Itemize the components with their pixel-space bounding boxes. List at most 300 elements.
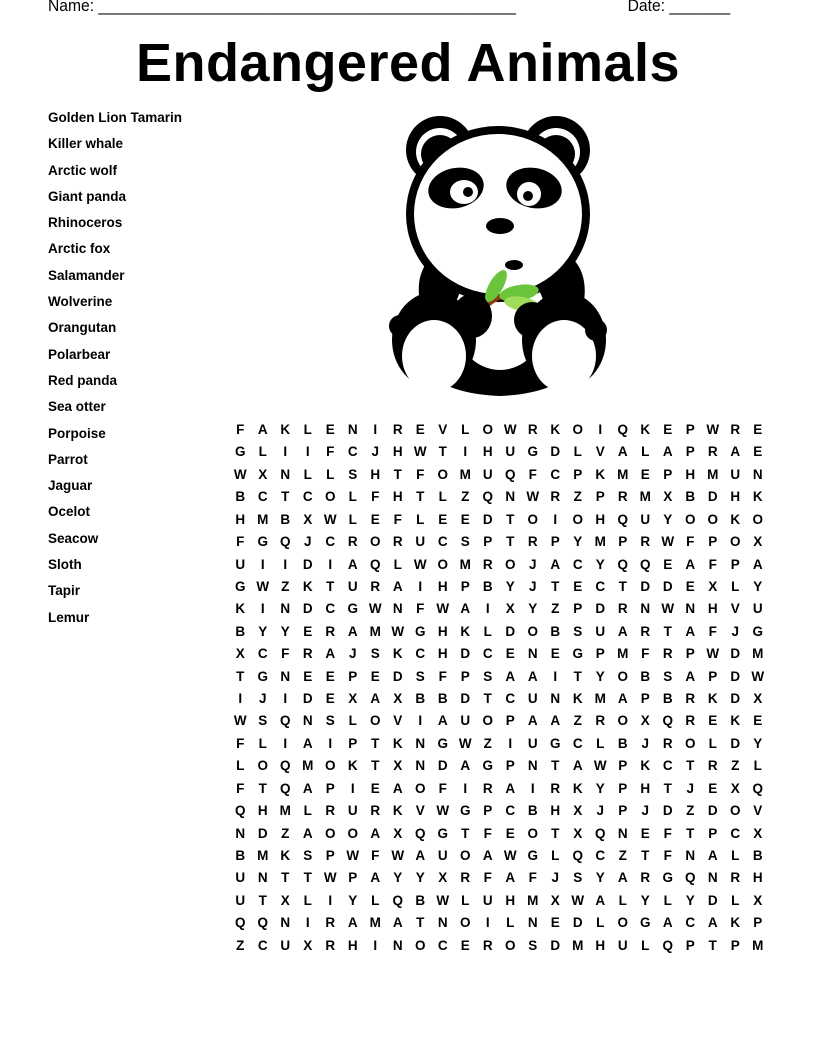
grid-cell[interactable]: X (303, 511, 313, 527)
grid-cell[interactable]: Z (236, 937, 245, 953)
grid-cell[interactable]: L (303, 803, 312, 819)
grid-cell[interactable]: E (708, 713, 718, 729)
grid-cell[interactable]: Z (483, 735, 492, 751)
grid-cell[interactable]: I (328, 556, 333, 572)
grid-cell[interactable]: E (663, 422, 673, 437)
grid-cell[interactable]: Q (617, 422, 628, 437)
grid-cell[interactable]: C (550, 466, 561, 482)
grid-cell[interactable]: A (617, 444, 628, 460)
grid-cell[interactable]: P (573, 466, 583, 482)
grid-cell[interactable]: K (572, 691, 583, 707)
grid-cell[interactable]: N (707, 870, 718, 886)
grid-cell[interactable]: A (437, 713, 448, 729)
grid-cell[interactable]: B (235, 489, 246, 505)
grid-cell[interactable]: Q (257, 915, 268, 931)
grid-cell[interactable]: J (258, 691, 267, 707)
grid-cell[interactable]: N (505, 489, 516, 505)
grid-cell[interactable]: Y (573, 534, 583, 550)
grid-cell[interactable]: R (730, 422, 741, 437)
grid-cell[interactable]: T (371, 758, 380, 774)
grid-cell[interactable]: F (663, 848, 672, 864)
grid-cell[interactable]: F (483, 870, 492, 886)
grid-cell[interactable]: L (348, 489, 357, 505)
grid-cell[interactable]: A (505, 780, 516, 796)
grid-cell[interactable]: O (504, 556, 516, 572)
grid-cell[interactable]: W (436, 803, 450, 819)
grid-cell[interactable]: E (325, 668, 335, 684)
name-blank[interactable]: ________________________________________________ (98, 0, 516, 15)
grid-cell[interactable]: X (280, 892, 290, 908)
grid-cell[interactable]: R (527, 422, 538, 437)
grid-cell[interactable]: F (281, 646, 290, 662)
grid-cell[interactable]: G (459, 803, 471, 819)
grid-cell[interactable]: P (483, 534, 493, 550)
grid-cell[interactable]: G (549, 735, 561, 751)
grid-cell[interactable]: V (415, 803, 425, 819)
grid-cell[interactable]: L (236, 758, 245, 774)
grid-cell[interactable]: X (393, 825, 403, 841)
grid-cell[interactable]: L (303, 892, 312, 908)
grid-cell[interactable]: T (258, 780, 267, 796)
grid-cell[interactable]: E (415, 422, 425, 437)
grid-cell[interactable]: U (235, 870, 246, 886)
grid-cell[interactable]: P (618, 780, 628, 796)
grid-cell[interactable]: O (617, 668, 628, 684)
grid-cell[interactable]: P (348, 668, 358, 684)
grid-cell[interactable]: E (550, 646, 560, 662)
grid-cell[interactable]: W (413, 444, 427, 460)
grid-cell[interactable]: D (302, 691, 313, 707)
grid-cell[interactable]: G (437, 735, 448, 751)
grid-cell[interactable]: A (662, 915, 673, 931)
grid-cell[interactable]: D (257, 825, 268, 841)
grid-cell[interactable]: Q (662, 713, 673, 729)
grid-cell[interactable]: Q (369, 556, 381, 572)
grid-cell[interactable]: B (640, 668, 651, 684)
grid-cell[interactable]: E (325, 691, 335, 707)
grid-cell[interactable]: M (594, 691, 606, 707)
grid-cell[interactable]: I (283, 691, 288, 707)
grid-cell[interactable]: T (236, 668, 245, 684)
grid-cell[interactable]: M (752, 937, 764, 953)
grid-cell[interactable]: K (280, 422, 291, 437)
grid-cell[interactable]: O (437, 466, 448, 482)
grid-cell[interactable]: O (504, 937, 516, 953)
grid-cell[interactable]: P (483, 803, 493, 819)
grid-cell[interactable]: A (392, 780, 403, 796)
grid-cell[interactable]: H (257, 803, 268, 819)
grid-cell[interactable]: A (527, 713, 538, 729)
grid-cell[interactable]: R (392, 534, 403, 550)
grid-cell[interactable]: Z (461, 489, 470, 505)
grid-cell[interactable]: X (753, 825, 763, 841)
grid-cell[interactable]: X (258, 466, 268, 482)
grid-cell[interactable]: H (437, 578, 448, 594)
grid-cell[interactable]: Q (234, 803, 246, 819)
grid-cell[interactable]: J (371, 444, 379, 460)
grid-cell[interactable]: F (708, 556, 717, 572)
grid-cell[interactable]: A (460, 758, 471, 774)
grid-cell[interactable]: E (663, 556, 673, 572)
grid-cell[interactable]: C (347, 444, 358, 460)
grid-cell[interactable]: W (706, 422, 720, 437)
grid-cell[interactable]: K (550, 422, 561, 437)
grid-cell[interactable]: W (526, 489, 540, 505)
grid-cell[interactable]: G (234, 578, 246, 594)
grid-cell[interactable]: H (370, 466, 381, 482)
grid-cell[interactable]: X (573, 803, 583, 819)
grid-cell[interactable]: E (460, 937, 470, 953)
grid-cell[interactable]: T (551, 758, 560, 774)
grid-cell[interactable]: H (707, 601, 718, 617)
grid-cell[interactable]: U (640, 511, 651, 527)
grid-cell[interactable]: H (685, 466, 696, 482)
grid-cell[interactable]: L (303, 422, 312, 437)
grid-cell[interactable]: C (662, 758, 673, 774)
grid-cell[interactable]: Z (551, 601, 560, 617)
grid-cell[interactable]: Z (731, 758, 740, 774)
grid-cell[interactable]: O (482, 422, 493, 437)
grid-cell[interactable]: B (617, 735, 628, 751)
grid-cell[interactable]: L (708, 735, 717, 751)
grid-cell[interactable]: N (280, 668, 291, 684)
grid-cell[interactable]: A (302, 825, 313, 841)
grid-cell[interactable]: X (550, 892, 560, 908)
grid-cell[interactable]: T (551, 578, 560, 594)
grid-cell[interactable]: V (595, 444, 605, 460)
grid-cell[interactable]: G (234, 444, 246, 460)
grid-cell[interactable]: A (617, 691, 628, 707)
grid-cell[interactable]: L (731, 848, 740, 864)
grid-cell[interactable]: T (461, 825, 470, 841)
grid-cell[interactable]: E (708, 780, 718, 796)
grid-cell[interactable]: D (730, 691, 741, 707)
grid-cell[interactable]: R (640, 623, 651, 639)
grid-cell[interactable]: E (640, 466, 650, 482)
grid-cell[interactable]: G (639, 915, 651, 931)
grid-cell[interactable]: U (415, 534, 426, 550)
grid-cell[interactable]: Z (573, 713, 582, 729)
grid-cell[interactable]: R (550, 489, 561, 505)
grid-cell[interactable]: R (707, 444, 718, 460)
grid-cell[interactable]: U (280, 937, 291, 953)
grid-cell[interactable]: K (730, 511, 741, 527)
grid-cell[interactable]: M (459, 466, 471, 482)
grid-cell[interactable]: F (416, 466, 425, 482)
grid-cell[interactable]: O (437, 556, 448, 572)
grid-cell[interactable]: B (662, 691, 673, 707)
grid-cell[interactable]: K (392, 646, 403, 662)
grid-cell[interactable]: R (482, 780, 493, 796)
grid-cell[interactable]: V (438, 422, 448, 437)
grid-cell[interactable]: R (640, 870, 651, 886)
grid-cell[interactable]: H (595, 511, 606, 527)
grid-cell[interactable]: U (235, 556, 246, 572)
grid-cell[interactable]: A (347, 556, 358, 572)
grid-cell[interactable]: S (460, 534, 470, 550)
grid-cell[interactable]: P (730, 556, 740, 572)
grid-cell[interactable]: C (685, 915, 696, 931)
grid-cell[interactable]: R (662, 646, 673, 662)
grid-cell[interactable]: A (572, 758, 583, 774)
grid-cell[interactable]: A (595, 892, 606, 908)
grid-cell[interactable]: B (482, 578, 493, 594)
grid-cell[interactable]: T (618, 578, 627, 594)
grid-cell[interactable]: R (685, 691, 696, 707)
grid-cell[interactable]: N (280, 601, 291, 617)
grid-cell[interactable]: P (618, 534, 628, 550)
grid-cell[interactable]: L (461, 422, 470, 437)
grid-cell[interactable]: Q (617, 511, 628, 527)
grid-cell[interactable]: D (595, 601, 606, 617)
grid-cell[interactable]: Y (415, 870, 425, 886)
grid-cell[interactable]: O (684, 511, 696, 527)
grid-cell[interactable]: S (325, 713, 335, 729)
grid-cell[interactable]: A (685, 623, 696, 639)
grid-cell[interactable]: C (325, 534, 336, 550)
grid-cell[interactable]: Y (528, 601, 538, 617)
grid-cell[interactable]: Z (618, 848, 627, 864)
grid-cell[interactable]: J (596, 803, 604, 819)
grid-cell[interactable]: S (303, 848, 313, 864)
grid-cell[interactable]: I (373, 937, 378, 953)
grid-cell[interactable]: P (708, 825, 718, 841)
grid-cell[interactable]: I (350, 780, 355, 796)
grid-cell[interactable]: O (414, 937, 426, 953)
grid-cell[interactable]: Q (594, 825, 606, 841)
grid-cell[interactable]: R (595, 713, 606, 729)
grid-cell[interactable]: F (371, 489, 380, 505)
grid-cell[interactable]: L (258, 735, 267, 751)
grid-cell[interactable]: Y (280, 623, 290, 639)
grid-cell[interactable]: X (573, 825, 583, 841)
grid-cell[interactable]: O (527, 511, 538, 527)
grid-cell[interactable]: D (505, 623, 516, 639)
grid-cell[interactable]: H (482, 444, 493, 460)
grid-cell[interactable]: T (641, 848, 650, 864)
grid-cell[interactable]: X (663, 489, 673, 505)
grid-cell[interactable]: Q (482, 489, 493, 505)
grid-cell[interactable]: C (257, 646, 268, 662)
grid-cell[interactable]: M (617, 466, 629, 482)
grid-cell[interactable]: A (685, 556, 696, 572)
grid-cell[interactable]: P (640, 691, 650, 707)
grid-cell[interactable]: Q (279, 713, 291, 729)
grid-cell[interactable]: R (325, 623, 336, 639)
grid-cell[interactable]: I (485, 601, 490, 617)
grid-cell[interactable]: Q (684, 870, 696, 886)
grid-cell[interactable]: A (617, 870, 628, 886)
grid-cell[interactable]: F (371, 848, 380, 864)
grid-cell[interactable]: T (258, 892, 267, 908)
grid-cell[interactable]: Y (505, 578, 515, 594)
grid-cell[interactable]: J (641, 803, 649, 819)
grid-cell[interactable]: U (505, 444, 516, 460)
grid-cell[interactable]: P (685, 444, 695, 460)
grid-cell[interactable]: P (460, 668, 470, 684)
grid-cell[interactable]: G (257, 668, 268, 684)
grid-cell[interactable]: M (459, 556, 471, 572)
grid-cell[interactable]: W (391, 623, 405, 639)
grid-cell[interactable]: F (326, 444, 335, 460)
grid-cell[interactable]: M (302, 758, 314, 774)
grid-cell[interactable]: W (323, 511, 337, 527)
grid-cell[interactable]: A (347, 623, 358, 639)
grid-cell[interactable]: Q (752, 780, 763, 796)
grid-cell[interactable]: O (347, 825, 358, 841)
grid-cell[interactable]: E (370, 780, 380, 796)
grid-cell[interactable]: O (369, 713, 381, 729)
grid-cell[interactable]: B (437, 691, 448, 707)
grid-cell[interactable]: G (527, 444, 538, 460)
grid-cell[interactable]: I (418, 713, 423, 729)
grid-cell[interactable]: J (348, 646, 357, 662)
grid-cell[interactable]: K (752, 489, 763, 505)
grid-cell[interactable]: P (505, 713, 515, 729)
grid-cell[interactable]: O (459, 915, 471, 931)
grid-cell[interactable]: X (235, 646, 245, 662)
grid-cell[interactable]: N (257, 870, 268, 886)
grid-cell[interactable]: U (347, 578, 358, 594)
grid-cell[interactable]: Y (595, 668, 605, 684)
grid-cell[interactable]: U (235, 892, 246, 908)
grid-cell[interactable]: O (729, 534, 741, 550)
grid-cell[interactable]: S (415, 668, 425, 684)
grid-cell[interactable]: N (640, 601, 651, 617)
grid-cell[interactable]: D (707, 892, 718, 908)
grid-cell[interactable]: X (393, 691, 403, 707)
grid-cell[interactable]: N (752, 466, 763, 482)
grid-cell[interactable]: Y (258, 623, 268, 639)
grid-cell[interactable]: N (392, 937, 403, 953)
grid-cell[interactable]: B (235, 623, 246, 639)
grid-cell[interactable]: R (617, 601, 628, 617)
grid-cell[interactable]: R (617, 489, 628, 505)
grid-cell[interactable]: R (460, 870, 471, 886)
grid-cell[interactable]: A (392, 578, 403, 594)
grid-cell[interactable]: O (752, 511, 763, 527)
grid-cell[interactable]: O (729, 803, 741, 819)
grid-cell[interactable]: G (572, 646, 583, 662)
grid-cell[interactable]: A (752, 556, 763, 572)
grid-cell[interactable]: N (280, 466, 291, 482)
grid-cell[interactable]: C (505, 691, 516, 707)
grid-cell[interactable]: T (483, 691, 492, 707)
grid-cell[interactable]: P (708, 668, 718, 684)
grid-cell[interactable]: E (550, 915, 560, 931)
grid-cell[interactable]: R (550, 780, 561, 796)
grid-cell[interactable]: W (571, 892, 585, 908)
grid-cell[interactable]: M (707, 466, 719, 482)
grid-cell[interactable]: Q (279, 758, 291, 774)
grid-cell[interactable]: F (528, 870, 537, 886)
grid-cell[interactable]: N (617, 825, 628, 841)
grid-cell[interactable]: O (572, 422, 583, 437)
grid-cell[interactable]: N (302, 713, 313, 729)
grid-cell[interactable]: Y (640, 892, 650, 908)
grid-cell[interactable]: U (482, 466, 493, 482)
grid-cell[interactable]: B (752, 848, 763, 864)
grid-cell[interactable]: C (572, 556, 583, 572)
grid-cell[interactable]: A (617, 623, 628, 639)
grid-cell[interactable]: P (573, 601, 583, 617)
grid-cell[interactable]: X (708, 578, 718, 594)
grid-cell[interactable]: R (325, 915, 336, 931)
grid-cell[interactable]: K (640, 422, 651, 437)
grid-cell[interactable]: E (685, 578, 695, 594)
grid-cell[interactable]: I (553, 511, 558, 527)
grid-cell[interactable]: A (730, 444, 741, 460)
grid-cell[interactable]: I (305, 444, 310, 460)
grid-cell[interactable]: B (415, 892, 426, 908)
grid-cell[interactable]: S (258, 713, 268, 729)
grid-cell[interactable]: B (550, 623, 561, 639)
grid-cell[interactable]: C (415, 646, 426, 662)
grid-cell[interactable]: H (437, 646, 448, 662)
grid-cell[interactable]: O (369, 534, 381, 550)
grid-cell[interactable]: N (685, 848, 696, 864)
grid-cell[interactable]: D (730, 735, 741, 751)
grid-cell[interactable]: T (393, 466, 402, 482)
grid-cell[interactable]: W (368, 601, 382, 617)
grid-cell[interactable]: A (527, 668, 538, 684)
grid-cell[interactable]: I (305, 915, 310, 931)
grid-cell[interactable]: A (325, 646, 336, 662)
grid-cell[interactable]: T (686, 825, 695, 841)
grid-cell[interactable]: A (302, 735, 313, 751)
grid-cell[interactable]: R (662, 735, 673, 751)
grid-cell[interactable]: A (505, 668, 516, 684)
grid-cell[interactable]: P (595, 489, 605, 505)
grid-cell[interactable]: B (685, 489, 696, 505)
grid-cell[interactable]: X (640, 713, 650, 729)
grid-cell[interactable]: C (572, 735, 583, 751)
grid-cell[interactable]: I (373, 422, 378, 437)
grid-cell[interactable]: C (437, 937, 448, 953)
grid-cell[interactable]: X (753, 892, 763, 908)
grid-cell[interactable]: R (370, 803, 381, 819)
grid-cell[interactable]: K (280, 848, 291, 864)
grid-cell[interactable]: I (598, 422, 603, 437)
grid-cell[interactable]: O (527, 825, 538, 841)
grid-cell[interactable]: P (753, 915, 763, 931)
grid-cell[interactable]: U (595, 623, 606, 639)
grid-cell[interactable]: H (347, 937, 358, 953)
grid-cell[interactable]: T (303, 870, 312, 886)
grid-cell[interactable]: M (639, 489, 651, 505)
grid-cell[interactable]: E (460, 511, 470, 527)
grid-cell[interactable]: X (393, 758, 403, 774)
grid-cell[interactable]: A (257, 422, 268, 437)
grid-cell[interactable]: U (437, 848, 448, 864)
grid-cell[interactable]: Y (595, 870, 605, 886)
grid-cell[interactable]: X (348, 691, 358, 707)
grid-cell[interactable]: C (482, 646, 493, 662)
grid-cell[interactable]: T (281, 489, 290, 505)
grid-cell[interactable]: N (280, 915, 291, 931)
grid-cell[interactable]: N (347, 422, 358, 437)
grid-cell[interactable]: E (753, 713, 763, 729)
grid-cell[interactable]: D (302, 601, 313, 617)
grid-cell[interactable]: L (641, 444, 650, 460)
grid-cell[interactable]: K (640, 758, 651, 774)
grid-cell[interactable]: P (505, 758, 515, 774)
grid-cell[interactable]: F (483, 825, 492, 841)
grid-cell[interactable]: P (325, 848, 335, 864)
grid-cell[interactable]: F (708, 623, 717, 639)
grid-cell[interactable]: V (730, 601, 740, 617)
grid-cell[interactable]: M (257, 511, 269, 527)
